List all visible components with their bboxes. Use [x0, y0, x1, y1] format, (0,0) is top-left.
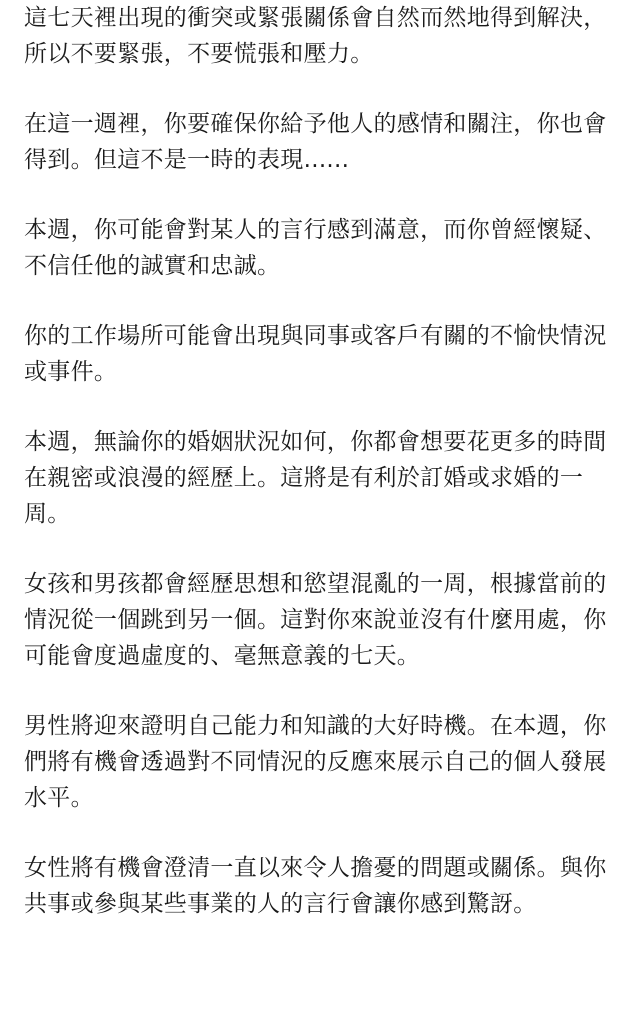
- paragraph: 本週，你可能會對某人的言行感到滿意，而你曾經懷疑、不信任他的誠實和忠誠。: [24, 217, 607, 279]
- paragraph: 男性將迎來證明自己能力和知識的大好時機。在本週，你們將有機會透過對不同情況的反應來展示自己的個人發展水平。: [24, 713, 607, 811]
- paragraph: 女孩和男孩都會經歷思想和慾望混亂的一周，根據當前的情況從一個跳到另一個。這對你來說並沒有什麼用處，你可能會度過虛度的、毫無意義的七天。: [24, 571, 607, 669]
- paragraph: 你的工作場所可能會出現與同事或客戶有關的不愉快情況或事件。: [24, 323, 607, 385]
- article-body: [24, 0, 628, 956]
- paragraph: 這七天裡出現的衝突或緊張關係會自然而然地得到解決，所以不要緊張，不要慌張和壓力。: [24, 5, 607, 67]
- paragraph: 在這一週裡，你要確保你給予他人的感情和關注，你也會得到。但這不是一時的表現......: [24, 111, 607, 173]
- paragraph: 女性將有機會澄清一直以來令人擔憂的問題或關係。與你共事或參與某些事業的人的言行會讓你感到驚訝。: [24, 855, 607, 917]
- paragraph: 本週，無論你的婚姻狀況如何，你都會想要花更多的時間在親密或浪漫的經歷上。這將是有利於訂婚或求婚的一周。: [24, 429, 607, 527]
